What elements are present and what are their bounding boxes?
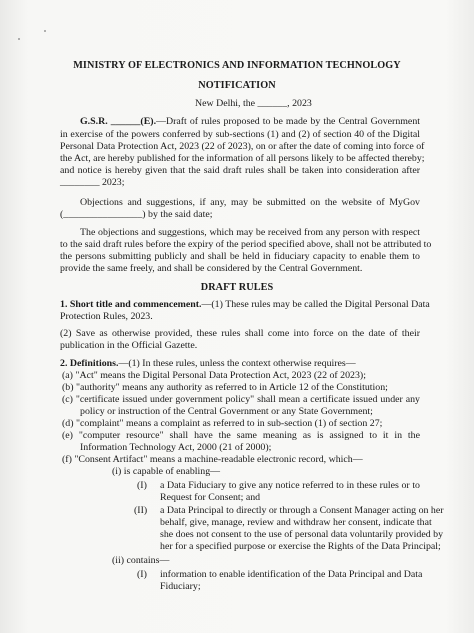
preamble-text: —Draft of rules proposed to be made by the Central Government [156,116,420,127]
clause-i-II-line-4: her for a specified purpose or exercise the Rights of the Data Principal; [160,541,441,552]
definition-e-line-2: Information Technology Act, 2000 (21 of 2000); [80,442,272,453]
considered-line-2: to the said draft rules before the expiry of the period specified above, shall not be attributed to [60,239,432,250]
definition-c-line-2: policy or instruction of the Central Government or any State Government; [80,406,373,417]
definition-f: (f) "Consent Artifact" means a machine-readable electronic record, which— [62,454,363,465]
preamble-line-1 [80,116,420,128]
date-line: New Delhi, the ______, 2023 [195,98,312,109]
draft-rules-heading: DRAFT RULES [200,282,274,293]
clause-i-II-line-3: she does not consent to the use of personal data voluntarily provided by [160,529,444,540]
definition-f-ii: (ii) contains— [112,555,170,566]
definition-d: (d) "complaint" means a complaint as referred to in sub-section (1) of section 27; [62,418,383,429]
ministry-heading: MINISTRY OF ELECTRONICS AND INFORMATION TECHNOLOGY [73,60,401,71]
rule2-intro [60,358,356,370]
notification-heading: NOTIFICATION [198,80,276,91]
preamble-line-2: in exercise of the powers conferred by sub-sections (1) and (2) of section 40 of the Digital [60,129,420,140]
rule1-title: 1. Short title and commencement. [60,299,202,310]
clause-ii-I-line-1: information to enable identification of the Data Principal and Data [160,569,423,580]
scan-speck [44,30,46,32]
preamble-line-5: and notice is hereby given that the said draft rules shall be taken into consideration after [60,165,420,176]
definition-c-line-1: (c) "certificate issued under government policy" shall mean a certificate issued under any [62,394,420,405]
definition-f-i: (i) is capable of enabling— [112,466,221,477]
rule1-sub2-line-1: (2) Save as otherwise provided, these rules shall come into force on the date of their [60,328,420,339]
clause-i-I-line-2: Request for Consent; and [160,492,261,503]
rule1-line-2: Protection Rules, 2023. [60,311,153,322]
clause-i-I-number: (I) [137,480,147,491]
clause-i-II-number: (II) [134,505,148,516]
clause-i-II-line-1: a Data Principal to directly or through a Consent Manager acting on her [160,505,444,516]
rule2-text: —(1) In these rules, unless the context otherwise requires— [118,358,356,369]
clause-ii-I-line-2: Fiduciary; [160,581,201,592]
definition-b: (b) "authority" means any authority as referred to in Article 12 of the Constitution; [62,382,388,393]
preamble-line-4: the Act, are hereby published for the information of all persons likely to be affected thereby; [60,153,425,164]
preamble-line-6: ________ 2023; [60,177,125,188]
objections-line-2: (________________) by the said date; [60,209,213,220]
clause-ii-I-number: (I) [137,569,147,580]
clause-i-II-line-2: behalf, give, manage, review and withdraw her consent, indicate that [160,517,432,528]
gsr-label: G.S.R. ______(E). [80,116,157,127]
rule1-line-1 [60,299,430,311]
considered-line-1: The objections and suggestions, which may be received from any person with respect [80,227,420,238]
objections-line-1: Objections and suggestions, if any, may be submitted on the website of MyGov [80,197,420,208]
considered-line-4: provide the same freely, and shall be considered by the Central Government. [60,263,363,274]
rule1-sub2-line-2: publication in the Official Gazette. [60,340,198,351]
definition-e-line-1: (e) "computer resource" shall have the same meaning as is assigned to it in the [62,430,420,441]
preamble-line-3: Personal Data Protection Act, 2023 (22 of 2023), on or after the date of coming into force of [60,141,425,152]
clause-i-I-line-1: a Data Fiduciary to give any notice referred to in these rules or to [160,480,420,491]
definition-a: (a) "Act" means the Digital Personal Data Protection Act, 2023 (22 of 2023); [62,370,366,381]
considered-line-3: the persons submitting publicly and shall be held in fiduciary capacity to enable them to [60,251,420,262]
rule1-text: —(1) These rules may be called the Digital Personal Data [201,299,430,310]
rule2-title: 2. Definitions. [60,358,119,369]
scan-speck [18,38,20,40]
